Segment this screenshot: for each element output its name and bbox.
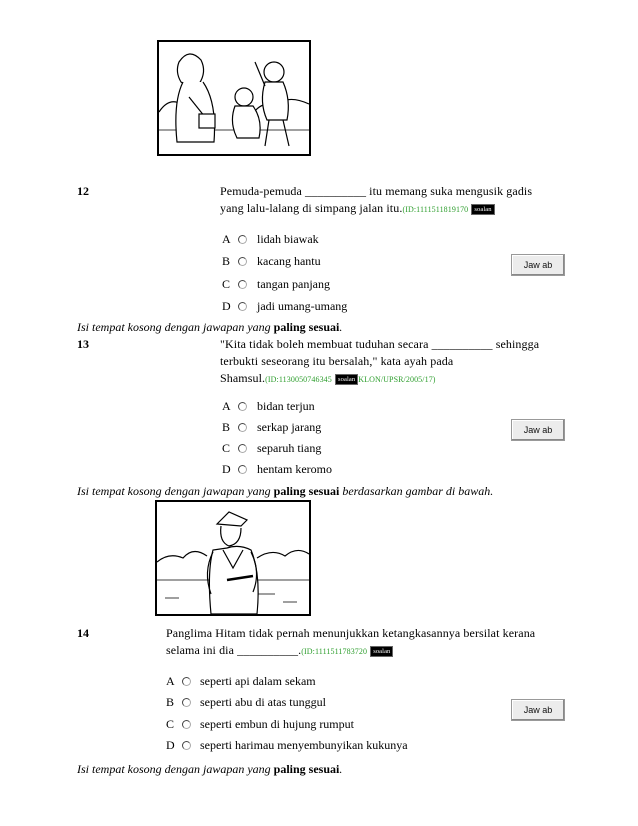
q14-answer-button[interactable]: Jaw ab bbox=[511, 699, 565, 721]
instruction-2-suffix: berdasarkan gambar di bawah. bbox=[339, 484, 494, 498]
q12-option-b-radio[interactable] bbox=[238, 257, 247, 266]
question-14-line-2: selama ini dia __________. bbox=[166, 643, 302, 657]
q14-option-d[interactable] bbox=[166, 735, 466, 755]
question-12-soalan-tag[interactable]: soalan bbox=[471, 204, 494, 215]
instruction-1-suffix: . bbox=[339, 320, 343, 334]
q14-option-b-radio[interactable] bbox=[182, 698, 191, 707]
q14-option-c-text: seperti embun di hujung rumput bbox=[200, 717, 354, 731]
instruction-3-suffix: . bbox=[339, 762, 343, 776]
q13-option-c-letter: C bbox=[222, 441, 231, 455]
question-text-12 bbox=[220, 183, 550, 218]
q14-option-b-letter: B bbox=[166, 695, 175, 709]
q12-option-d[interactable] bbox=[222, 296, 422, 316]
question-13-line-3: Shamsul. bbox=[220, 371, 266, 385]
question-12-line-1: Pemuda-pemuda __________ itu memang suka mengusik gadis bbox=[220, 184, 533, 198]
q14-option-a-letter: A bbox=[166, 674, 175, 688]
question-number-13: 13 bbox=[77, 337, 89, 351]
q13-option-b-text: serkap jarang bbox=[257, 420, 322, 434]
instruction-1 bbox=[77, 320, 342, 335]
q14-option-b[interactable] bbox=[166, 692, 466, 712]
q14-option-c-letter: C bbox=[166, 717, 175, 731]
q12-option-d-radio[interactable] bbox=[238, 302, 247, 311]
q13-option-d-radio[interactable] bbox=[238, 465, 247, 474]
q14-option-a-radio[interactable] bbox=[182, 677, 191, 686]
question-13-id: (ID:1130050746345 bbox=[265, 375, 332, 384]
q12-option-b-letter: B bbox=[222, 254, 231, 268]
instruction-1-bold: paling sesuai bbox=[273, 320, 340, 334]
q12-option-a-text: lidah biawak bbox=[257, 232, 319, 246]
q12-option-d-text: jadi umang-umang bbox=[257, 299, 348, 313]
q13-option-c[interactable] bbox=[222, 438, 422, 458]
instruction-2-prefix: Isi tempat kosong dengan jawapan yang bbox=[77, 484, 274, 498]
q13-answer-button[interactable]: Jaw ab bbox=[511, 419, 565, 441]
illustration-girl-and-boys bbox=[157, 40, 311, 156]
q13-option-d-text: hentam keromo bbox=[257, 462, 332, 476]
question-12-id: (ID:1111511819170 bbox=[402, 205, 469, 214]
q13-option-d-letter: D bbox=[222, 462, 231, 476]
question-14-soalan-tag[interactable]: soalan bbox=[370, 646, 393, 657]
q14-option-d-letter: D bbox=[166, 738, 175, 752]
q13-option-b-letter: B bbox=[222, 420, 231, 434]
instruction-3-bold: paling sesuai bbox=[273, 762, 340, 776]
instruction-2 bbox=[77, 484, 493, 499]
q12-option-c-letter: C bbox=[222, 277, 231, 291]
q12-option-b[interactable] bbox=[222, 251, 422, 271]
q13-option-d[interactable] bbox=[222, 459, 422, 479]
q13-option-b-radio[interactable] bbox=[238, 423, 247, 432]
q14-option-c[interactable] bbox=[166, 714, 466, 734]
q14-option-b-text: seperti abu di atas tunggul bbox=[200, 695, 326, 709]
question-text-14 bbox=[166, 625, 556, 660]
q13-option-b[interactable] bbox=[222, 417, 422, 437]
question-13-line-2: terbukti seseorang itu bersalah," kata ayah pada bbox=[220, 354, 454, 368]
instruction-1-prefix: Isi tempat kosong dengan jawapan yang bbox=[77, 320, 274, 334]
q14-option-d-radio[interactable] bbox=[182, 741, 191, 750]
q13-option-c-text: separuh tiang bbox=[257, 441, 322, 455]
question-14-line-1: Panglima Hitam tidak pernah menunjukkan ketangkasannya bersilat kerana bbox=[166, 626, 536, 640]
question-text-13 bbox=[220, 336, 550, 388]
q14-option-d-text: seperti harimau menyembunyikan kukunya bbox=[200, 738, 408, 752]
q12-option-c-text: tangan panjang bbox=[257, 277, 330, 291]
q12-option-d-letter: D bbox=[222, 299, 231, 313]
question-number-12: 12 bbox=[77, 184, 89, 198]
illustration-panglima-hitam bbox=[155, 500, 311, 616]
q14-option-c-radio[interactable] bbox=[182, 720, 191, 729]
q13-option-a-letter: A bbox=[222, 399, 231, 413]
question-13-line-1: "Kita tidak boleh membuat tuduhan secara __________ sehingga bbox=[220, 337, 540, 351]
q12-option-a-letter: A bbox=[222, 232, 231, 246]
q12-option-a[interactable] bbox=[222, 229, 422, 249]
instruction-3-prefix: Isi tempat kosong dengan jawapan yang bbox=[77, 762, 274, 776]
q12-option-b-text: kacang hantu bbox=[257, 254, 321, 268]
q13-option-c-radio[interactable] bbox=[238, 444, 247, 453]
q14-option-a-text: seperti api dalam sekam bbox=[200, 674, 316, 688]
question-13-soalan-tag[interactable]: soalan bbox=[335, 374, 358, 385]
q14-option-a[interactable] bbox=[166, 671, 466, 691]
q12-option-a-radio[interactable] bbox=[238, 235, 247, 244]
q12-option-c-radio[interactable] bbox=[238, 280, 247, 289]
q13-option-a[interactable] bbox=[222, 396, 422, 416]
question-13-source: KLON/UPSR/2005/17) bbox=[358, 375, 436, 384]
q13-option-a-radio[interactable] bbox=[238, 402, 247, 411]
q12-answer-button[interactable]: Jaw ab bbox=[511, 254, 565, 276]
q12-option-c[interactable] bbox=[222, 274, 422, 294]
question-14-id: (ID:1111511783720 bbox=[301, 647, 368, 656]
instruction-2-bold: paling sesuai bbox=[273, 484, 340, 498]
question-number-14: 14 bbox=[77, 626, 89, 640]
q13-option-a-text: bidan terjun bbox=[257, 399, 315, 413]
instruction-3 bbox=[77, 762, 342, 777]
question-12-line-2: yang lalu-lalang di simpang jalan itu. bbox=[220, 201, 403, 215]
